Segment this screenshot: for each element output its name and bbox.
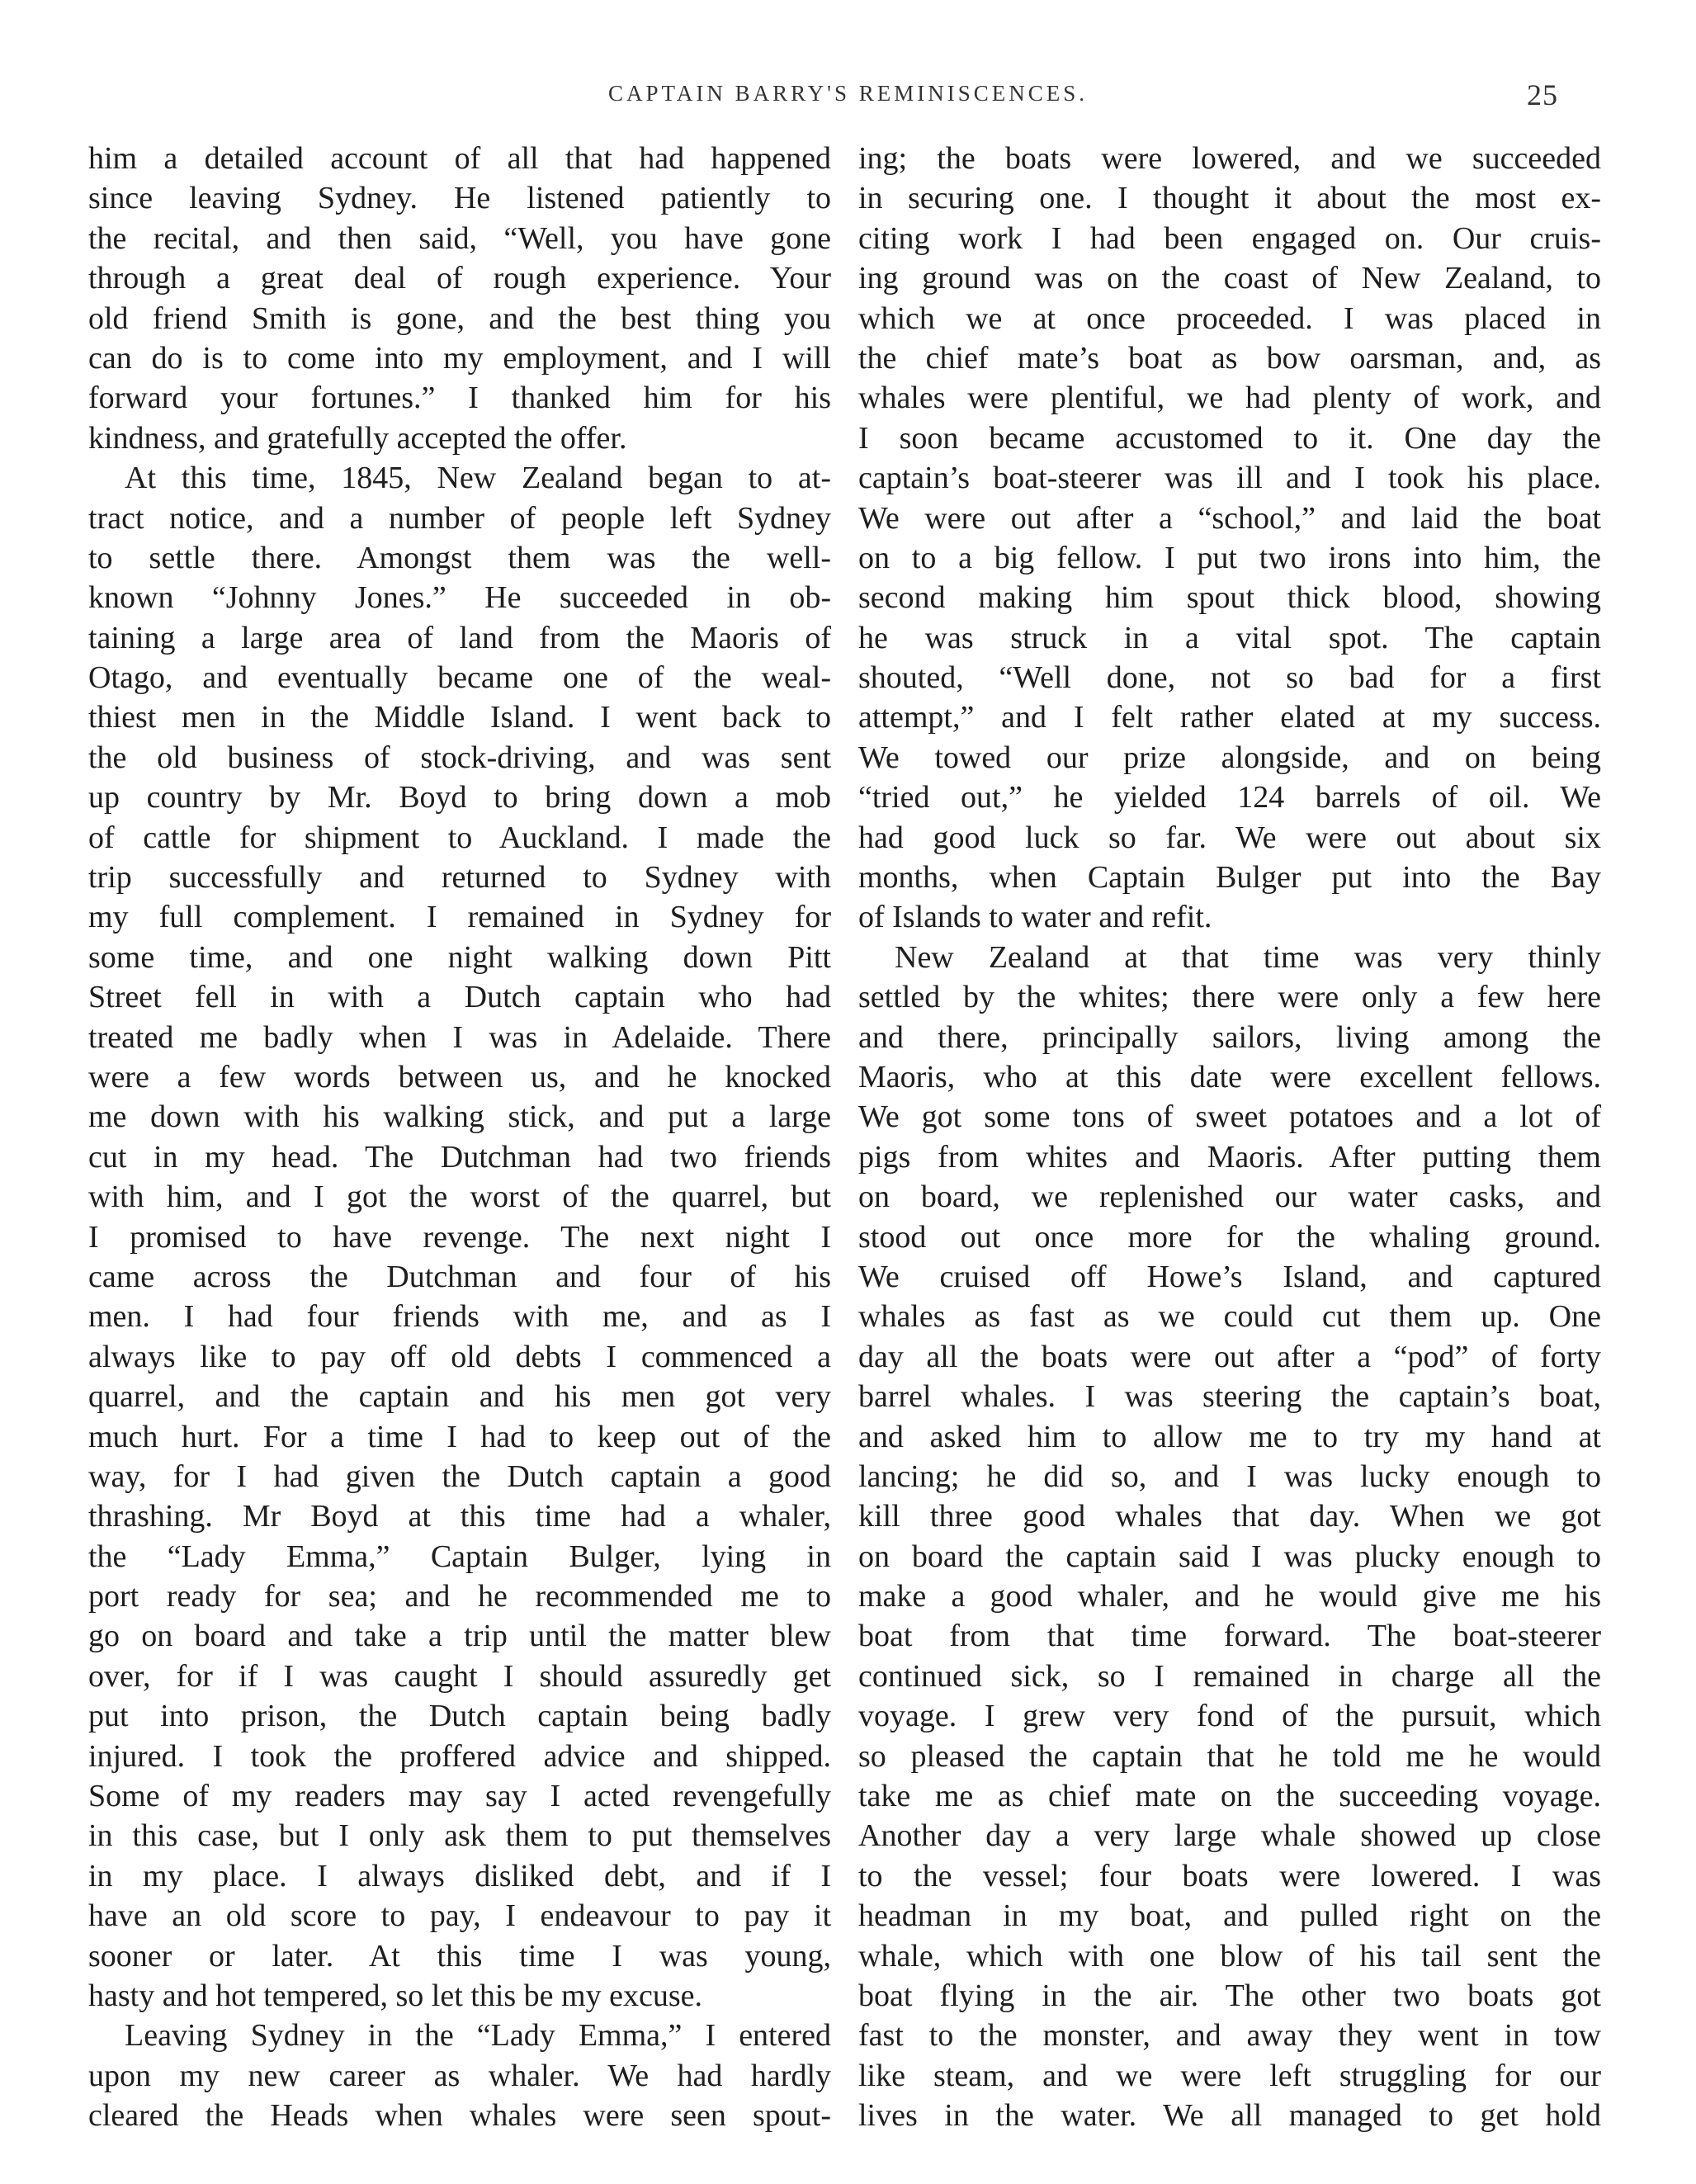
text-line: citing work I had been engaged on. Our cruis- (858, 220, 1601, 256)
text-line: Leaving Sydney in the “Lady Emma,” I entered (125, 2018, 831, 2054)
text-line: We cruised off Howe’s Island, and captured (858, 1259, 1601, 1294)
text-line: which we at once proceeded. I was placed in (858, 300, 1601, 336)
text-line: cleared the Heads when whales were seen spout- (88, 2098, 831, 2134)
text-line: stood out once more for the whaling ground. (858, 1219, 1601, 1255)
text-line: “tried out,” he yielded 124 barrels of oil. We (858, 780, 1601, 815)
text-line: kindness, and gratefully accepted the offer. (88, 420, 627, 456)
text-line: upon my new career as whaler. We had hardly (88, 2058, 831, 2093)
text-line: At this time, 1845, New Zealand began to at- (125, 461, 831, 496)
text-line: in securing one. I thought it about the most ex- (858, 181, 1601, 216)
text-line: some time, and one night walking down Pitt (88, 939, 831, 975)
text-line: forward your fortunes.” I thanked him for his (88, 381, 831, 416)
paragraph (88, 2016, 831, 2135)
text-line: old friend Smith is gone, and the best thing you (88, 300, 831, 336)
text-line: cut in my head. The Dutchman had two friends (88, 1139, 831, 1175)
text-line: go on board and take a trip until the matter blew (88, 1619, 831, 1654)
text-line: to the vessel; four boats were lowered. I was (858, 1858, 1601, 1893)
text-line: boat from that time forward. The boat-steerer (858, 1619, 1601, 1654)
text-line: my full complement. I remained in Sydney for (88, 900, 831, 935)
text-line: Maoris, who at this date were excellent fellows. (858, 1059, 1601, 1094)
text-line: came across the Dutchman and four of his (88, 1259, 831, 1294)
text-line: whale, which with one blow of his tail sent the (858, 1938, 1601, 1974)
text-line: make a good whaler, and he would give me his (858, 1579, 1601, 1614)
text-line: attempt,” and I felt rather elated at my success. (858, 700, 1601, 735)
text-column-left (88, 139, 831, 2136)
text-line: fast to the monster, and away they went in tow (858, 2018, 1601, 2054)
text-line: whales as fast as we could cut them up. One (858, 1299, 1601, 1335)
text-line: in this case, but I only ask them to put themselves (88, 1818, 831, 1854)
text-line: take me as chief mate on the succeeding voyage. (858, 1779, 1601, 1814)
text-line: put into prison, the Dutch captain being badly (88, 1699, 831, 1734)
text-line: taining a large area of land from the Maoris of (88, 620, 831, 655)
text-line: We towed our prize alongside, and on being (858, 740, 1601, 775)
paragraph (858, 139, 1601, 938)
text-line: quarrel, and the captain and his men got very (88, 1379, 831, 1415)
text-line: barrel whales. I was steering the captain’s boat, (858, 1379, 1601, 1415)
text-line: were a few words between us, and he knocked (88, 1059, 831, 1094)
text-line: whales were plentiful, we had plenty of work, and (858, 381, 1601, 416)
text-line: up country by Mr. Boyd to bring down a mob (88, 780, 831, 815)
text-line: I soon became accustomed to it. One day the (858, 420, 1601, 456)
text-line: trip successfully and returned to Sydney with (88, 860, 831, 896)
text-line: kill three good whales that day. When we got (858, 1499, 1601, 1534)
text-line: and asked him to allow me to try my hand at (858, 1419, 1601, 1454)
text-line: sooner or later. At this time I was young, (88, 1938, 831, 1974)
text-line: ing; the boats were lowered, and we succeeded (858, 141, 1601, 176)
text-line: treated me badly when I was in Adelaide. There (88, 1019, 831, 1055)
text-line: months, when Captain Bulger put into the Bay (858, 860, 1601, 896)
paragraph (88, 458, 831, 2016)
running-title: CAPTAIN BARRY'S REMINISCENCES. (607, 81, 1089, 106)
text-line: can do is to come into my employment, and I will (88, 340, 831, 376)
text-line: always like to pay off old debts I commenced a (88, 1339, 831, 1374)
text-line: thiest men in the Middle Island. I went back to (88, 700, 831, 735)
text-line: voyage. I grew very fond of the pursuit, which (858, 1699, 1601, 1734)
text-line: had good luck so far. We were out about six (858, 820, 1601, 855)
paragraph (858, 938, 1601, 2136)
text-line: hasty and hot tempered, so let this be my excuse. (88, 1978, 702, 2013)
text-line: ing ground was on the coast of New Zealand, to (858, 261, 1601, 296)
page-number: 25 (1527, 78, 1558, 111)
text-line: over, for if I was caught I should assuredly get (88, 1658, 831, 1694)
text-line: day all the boats were out after a “pod” of forty (858, 1339, 1601, 1374)
text-line: We got some tons of sweet potatoes and a lot of (858, 1099, 1601, 1135)
text-line: he was struck in a vital spot. The captain (858, 620, 1601, 655)
text-line: the “Lady Emma,” Captain Bulger, lying in (88, 1539, 831, 1574)
text-line: injured. I took the proffered advice and shipped. (88, 1738, 831, 1774)
text-line: of cattle for shipment to Auckland. I made the (88, 820, 831, 855)
text-line: like steam, and we were left struggling for our (858, 2058, 1601, 2093)
text-line: the chief mate’s boat as bow oarsman, and, as (858, 340, 1601, 376)
text-line: on to a big fellow. I put two irons into him, the (858, 540, 1601, 575)
text-line: lancing; he did so, and I was lucky enough to (858, 1458, 1601, 1494)
text-line: known “Johnny Jones.” He succeeded in ob- (88, 580, 831, 616)
text-line: shouted, “Well done, not so bad for a first (858, 660, 1601, 696)
text-line: captain’s boat-steerer was ill and I took his place. (858, 461, 1601, 496)
text-line: continued sick, so I remained in charge all the (858, 1658, 1601, 1694)
text-line: port ready for sea; and he recommended me to (88, 1579, 831, 1614)
text-line: boat flying in the air. The other two boats got (858, 1978, 1601, 2013)
text-line: Another day a very large whale showed up close (858, 1818, 1601, 1854)
paragraph (88, 139, 831, 458)
text-line: lives in the water. We all managed to get hold (858, 2098, 1601, 2134)
text-line: second making him spout thick blood, showing (858, 580, 1601, 616)
text-line: Street fell in with a Dutch captain who had (88, 980, 831, 1015)
text-line: settled by the whites; there were only a few here (858, 980, 1601, 1015)
text-line: headman in my boat, and pulled right on the (858, 1898, 1601, 1934)
text-line: We were out after a “school,” and laid the boat (858, 500, 1601, 536)
text-line: New Zealand at that time was very thinly (895, 939, 1601, 975)
text-line: men. I had four friends with me, and as I (88, 1299, 831, 1335)
text-line: the recital, and then said, “Well, you have gone (88, 220, 831, 256)
text-line: through a great deal of rough experience. Your (88, 261, 831, 296)
text-line: in my place. I always disliked debt, and if I (88, 1858, 831, 1893)
text-line: I promised to have revenge. The next night I (88, 1219, 831, 1255)
text-line: so pleased the captain that he told me he would (858, 1738, 1601, 1774)
text-line: thrashing. Mr Boyd at this time had a whaler, (88, 1499, 831, 1534)
text-line: the old business of stock-driving, and was sent (88, 740, 831, 775)
text-line: and there, principally sailors, living among the (858, 1019, 1601, 1055)
text-line: tract notice, and a number of people left Sydney (88, 500, 831, 536)
text-line: him a detailed account of all that had happened (88, 141, 831, 176)
text-line: on board the captain said I was plucky enough to (858, 1539, 1601, 1574)
text-line: of Islands to water and refit. (858, 900, 1212, 935)
text-line: have an old score to pay, I endeavour to pay it (88, 1898, 831, 1934)
text-line: me down with his walking stick, and put a large (88, 1099, 831, 1135)
text-line: pigs from whites and Maoris. After putting them (858, 1139, 1601, 1175)
text-line: Otago, and eventually became one of the weal- (88, 660, 831, 696)
text-line: much hurt. For a time I had to keep out of the (88, 1419, 831, 1454)
text-line: with him, and I got the worst of the quarrel, but (88, 1179, 831, 1215)
text-column-right (858, 139, 1601, 2136)
text-line: Some of my readers may say I acted revengefully (88, 1779, 831, 1814)
text-line: since leaving Sydney. He listened patiently to (88, 181, 831, 216)
text-line: to settle there. Amongst them was the well- (88, 540, 831, 575)
text-line: way, for I had given the Dutch captain a good (88, 1458, 831, 1494)
text-line: on board, we replenished our water casks, and (858, 1179, 1601, 1215)
